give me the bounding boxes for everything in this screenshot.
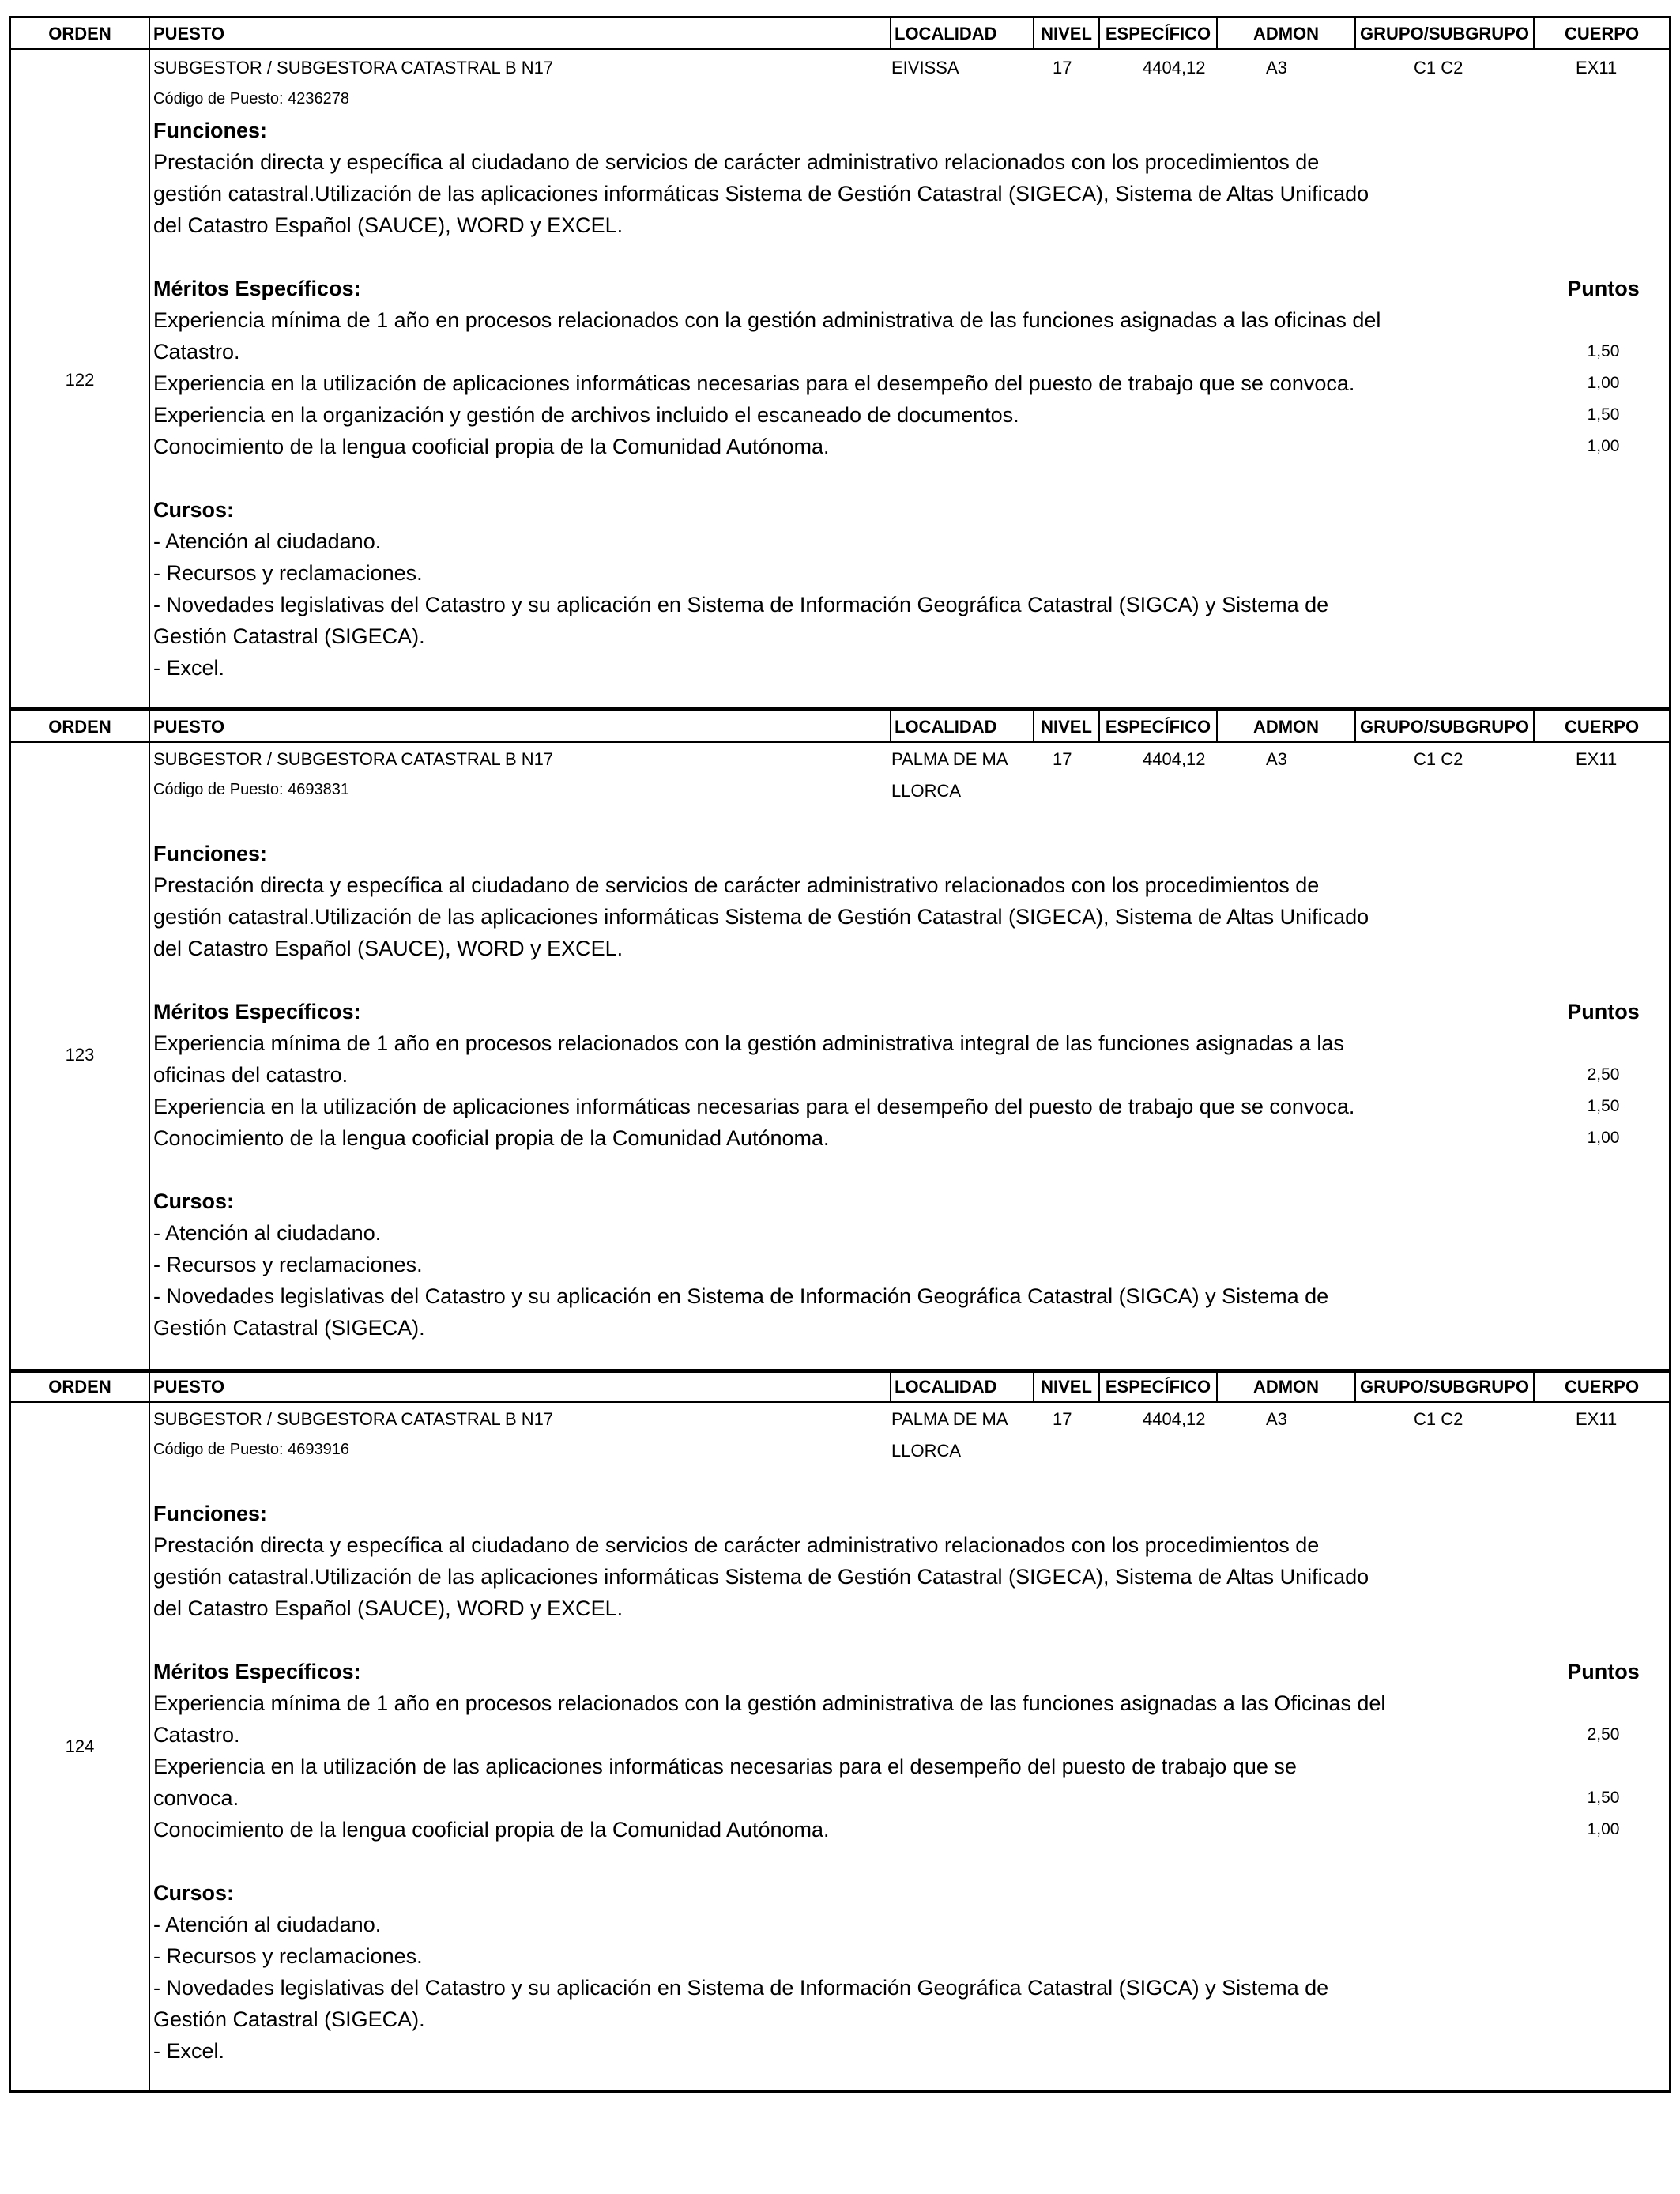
grupo-value: C1 C2 — [1414, 58, 1463, 77]
puntos-column — [1544, 273, 1663, 462]
merito-line: Experiencia en la utilización de las aplicaciones informáticas necesarias para el desempeño del puesto de trabajo que se — [153, 1755, 1297, 1778]
cuerpo-value: EX11 — [1576, 1409, 1618, 1429]
codigo-puesto: Código de Puesto: 4693916 — [153, 1441, 349, 1458]
curso-line: - Recursos y reclamaciones. — [153, 1944, 423, 1968]
codigo-puesto: Código de Puesto: 4236278 — [153, 90, 349, 107]
puntos-value — [1544, 304, 1663, 336]
merito-line: oficinas del catastro. — [153, 1063, 348, 1087]
puntos-value: 1,50 — [1587, 342, 1620, 360]
cursos-heading: Cursos: — [153, 1189, 235, 1213]
header-cuerpo: CUERPO — [1564, 1377, 1640, 1397]
puesto-title: SUBGESTOR / SUBGESTORA CATASTRAL B N17 — [153, 749, 554, 769]
especifico-value: 4404,12 — [1143, 749, 1206, 769]
position-block — [9, 1369, 1671, 2093]
merito-line: Conocimiento de la lengua cooficial propia de la Comunidad Autónoma. — [153, 1818, 830, 1842]
funciones-line: gestión catastral.Utilización de las aplicaciones informáticas Sistema de Gestión Catastral (SIGECA), Sistema de Altas Unificado — [153, 182, 1369, 205]
curso-line: Gestión Catastral (SIGECA). — [153, 1316, 425, 1340]
puntos-value: 1,00 — [1587, 437, 1620, 455]
puntos-value: 1,50 — [1587, 1789, 1620, 1807]
especifico-value: 4404,12 — [1143, 58, 1206, 77]
localidad-value-line2: LLORCA — [891, 1441, 962, 1461]
merito-line: Experiencia mínima de 1 año en procesos relacionados con la gestión administrativa de las funciones asignadas a las Oficinas del — [153, 1691, 1386, 1715]
header-cuerpo: CUERPO — [1564, 24, 1640, 43]
header-puesto: PUESTO — [153, 1377, 225, 1397]
cuerpo-value: EX11 — [1576, 749, 1618, 769]
merito-line: Experiencia en la utilización de aplicaciones informáticas necesarias para el desempeño del puesto de trabajo que se convoca. — [153, 371, 1355, 395]
header-especifico: ESPECÍFICO — [1105, 24, 1211, 43]
funciones-line: Prestación directa y específica al ciudadano de servicios de carácter administrativo relacionados con los procedimientos de — [153, 150, 1320, 174]
header-grupo: GRUPO/SUBGRUPO — [1360, 717, 1529, 737]
puntos-value: 1,50 — [1587, 405, 1620, 424]
merito-line: Experiencia mínima de 1 año en procesos relacionados con la gestión administrativa de las funciones asignadas a las oficinas del — [153, 308, 1381, 332]
funciones-line: Prestación directa y específica al ciudadano de servicios de carácter administrativo relacionados con los procedimientos de — [153, 873, 1320, 897]
meritos-heading: Méritos Específicos: — [153, 1660, 361, 1683]
header-orden: ORDEN — [48, 1377, 111, 1397]
header-grupo: GRUPO/SUBGRUPO — [1360, 24, 1529, 43]
description — [153, 115, 1449, 684]
curso-line: - Novedades legislativas del Catastro y su aplicación en Sistema de Información Geográfica Catastral (SIGCA) y Sistema de — [153, 1284, 1329, 1308]
description — [153, 1498, 1449, 2067]
puntos-value: 2,50 — [1587, 1725, 1620, 1744]
curso-line: - Excel. — [153, 2039, 225, 2063]
puntos-value: 1,00 — [1587, 1820, 1620, 1838]
nivel-value: 17 — [1053, 749, 1072, 769]
curso-line: - Novedades legislativas del Catastro y su aplicación en Sistema de Información Geográfica Catastral (SIGCA) y Sistema de — [153, 593, 1329, 616]
header-orden: ORDEN — [48, 717, 111, 737]
localidad-value: PALMA DE MA — [891, 1409, 1008, 1429]
puntos-column — [1544, 1656, 1663, 1845]
merito-line: Catastro. — [153, 1723, 240, 1747]
funciones-line: del Catastro Español (SAUCE), WORD y EXCEL. — [153, 937, 623, 960]
especifico-value: 4404,12 — [1143, 1409, 1206, 1429]
admon-value: A3 — [1266, 58, 1287, 77]
funciones-heading: Funciones: — [153, 119, 268, 142]
curso-line: - Recursos y reclamaciones. — [153, 1253, 423, 1276]
meritos-heading: Méritos Específicos: — [153, 1000, 361, 1023]
description — [153, 838, 1449, 1344]
header-orden: ORDEN — [48, 24, 111, 43]
localidad-value-line2: LLORCA — [891, 781, 962, 801]
puntos-heading: Puntos — [1567, 1660, 1640, 1683]
header-admon: ADMON — [1252, 717, 1320, 737]
orden-number: 123 — [65, 1045, 95, 1065]
curso-line: - Atención al ciudadano. — [153, 530, 382, 553]
puntos-heading: Puntos — [1567, 1000, 1640, 1023]
puntos-value: 2,50 — [1587, 1065, 1620, 1084]
merito-line: Experiencia en la organización y gestión de archivos incluido el escaneado de documentos. — [153, 403, 1019, 427]
codigo-puesto: Código de Puesto: 4693831 — [153, 781, 349, 798]
header-nivel: NIVEL — [1041, 24, 1092, 43]
puntos-value — [1544, 1751, 1663, 1782]
header-localidad: LOCALIDAD — [895, 717, 997, 737]
puntos-value: 1,00 — [1587, 374, 1620, 392]
curso-line: - Novedades legislativas del Catastro y su aplicación en Sistema de Información Geográfica Catastral (SIGCA) y Sistema de — [153, 1976, 1329, 2000]
funciones-line: gestión catastral.Utilización de las aplicaciones informáticas Sistema de Gestión Catastral (SIGECA), Sistema de Altas Unificado — [153, 905, 1369, 929]
localidad-value: EIVISSA — [891, 58, 959, 77]
header-puesto: PUESTO — [153, 717, 225, 737]
merito-line: Conocimiento de la lengua cooficial propia de la Comunidad Autónoma. — [153, 435, 830, 458]
header-especifico: ESPECÍFICO — [1105, 717, 1211, 737]
orden-number: 124 — [65, 1736, 95, 1756]
funciones-line: del Catastro Español (SAUCE), WORD y EXCEL. — [153, 213, 623, 237]
header-grupo: GRUPO/SUBGRUPO — [1360, 1377, 1529, 1397]
merito-line: Experiencia mínima de 1 año en procesos relacionados con la gestión administrativa integral de las funciones asignadas a las — [153, 1031, 1344, 1055]
puntos-heading: Puntos — [1567, 277, 1640, 300]
nivel-value: 17 — [1053, 58, 1072, 77]
puntos-value — [1544, 1027, 1663, 1059]
cuerpo-value: EX11 — [1576, 58, 1618, 77]
puntos-column — [1544, 996, 1663, 1154]
curso-line: - Atención al ciudadano. — [153, 1913, 382, 1936]
header-localidad: LOCALIDAD — [895, 1377, 997, 1397]
header-admon: ADMON — [1252, 24, 1320, 43]
header-admon: ADMON — [1252, 1377, 1320, 1397]
cursos-heading: Cursos: — [153, 1881, 235, 1905]
curso-line: - Atención al ciudadano. — [153, 1221, 382, 1245]
admon-value: A3 — [1266, 749, 1287, 769]
curso-line: - Recursos y reclamaciones. — [153, 561, 423, 585]
puntos-value: 1,50 — [1587, 1097, 1620, 1115]
orden-number: 122 — [65, 370, 95, 390]
merito-line: convoca. — [153, 1786, 239, 1810]
puesto-title: SUBGESTOR / SUBGESTORA CATASTRAL B N17 — [153, 58, 554, 77]
funciones-heading: Funciones: — [153, 842, 268, 865]
curso-line: - Excel. — [153, 656, 225, 680]
puesto-title: SUBGESTOR / SUBGESTORA CATASTRAL B N17 — [153, 1409, 554, 1429]
header-puesto: PUESTO — [153, 24, 225, 43]
grupo-value: C1 C2 — [1414, 749, 1463, 769]
admon-value: A3 — [1266, 1409, 1287, 1429]
localidad-value: PALMA DE MA — [891, 749, 1008, 769]
cursos-heading: Cursos: — [153, 498, 235, 522]
funciones-line: gestión catastral.Utilización de las aplicaciones informáticas Sistema de Gestión Catastral (SIGECA), Sistema de Altas Unificado — [153, 1565, 1369, 1589]
grupo-value: C1 C2 — [1414, 1409, 1463, 1429]
curso-line: Gestión Catastral (SIGECA). — [153, 624, 425, 648]
position-block — [9, 709, 1671, 1373]
header-nivel: NIVEL — [1041, 1377, 1092, 1397]
funciones-heading: Funciones: — [153, 1502, 268, 1525]
position-block — [9, 16, 1671, 710]
puntos-value: 1,00 — [1587, 1129, 1620, 1147]
curso-line: Gestión Catastral (SIGECA). — [153, 2007, 425, 2031]
merito-line: Conocimiento de la lengua cooficial propia de la Comunidad Autónoma. — [153, 1126, 830, 1150]
header-nivel: NIVEL — [1041, 717, 1092, 737]
meritos-heading: Méritos Específicos: — [153, 277, 361, 300]
header-localidad: LOCALIDAD — [895, 24, 997, 43]
nivel-value: 17 — [1053, 1409, 1072, 1429]
puntos-value — [1544, 1687, 1663, 1719]
header-especifico: ESPECÍFICO — [1105, 1377, 1211, 1397]
merito-line: Experiencia en la utilización de aplicaciones informáticas necesarias para el desempeño del puesto de trabajo que se convoca. — [153, 1095, 1355, 1118]
merito-line: Catastro. — [153, 340, 240, 364]
funciones-line: del Catastro Español (SAUCE), WORD y EXCEL. — [153, 1596, 623, 1620]
header-cuerpo: CUERPO — [1564, 717, 1640, 737]
funciones-line: Prestación directa y específica al ciudadano de servicios de carácter administrativo relacionados con los procedimientos de — [153, 1533, 1320, 1557]
